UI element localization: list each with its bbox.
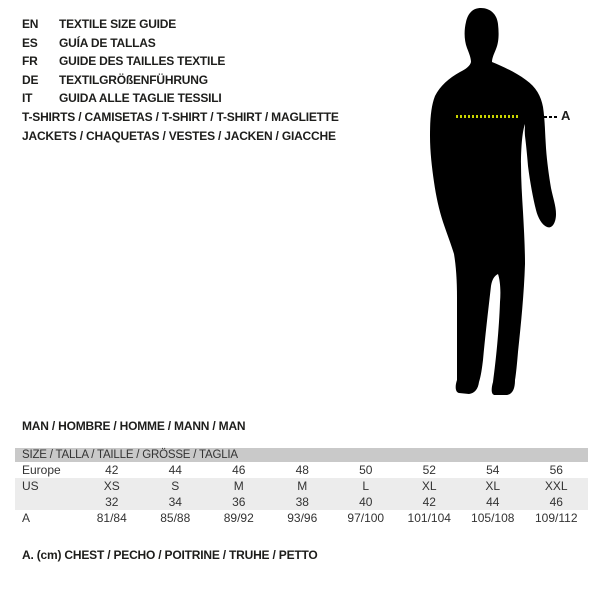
size-cell: 52 [422,463,436,477]
size-cell: XS [103,479,120,493]
language-code: ES [22,35,38,50]
measure-leader-dashes [544,116,559,118]
language-label: GUIDE DES TAILLES TEXTILE [59,54,226,68]
size-cell: M [297,479,308,493]
table-row-chest-a [15,510,588,526]
language-row-fr [22,52,225,71]
size-cell: 105/108 [471,511,515,525]
size-cell: 109/112 [535,511,578,525]
measure-label-a: A [561,108,571,123]
language-row-de [22,71,225,90]
size-cell: 48 [295,463,309,477]
size-cell: XL [485,479,501,493]
language-list [22,15,225,108]
size-cell: 85/88 [160,511,191,525]
row-label: Europe [22,463,61,477]
language-label: TEXTILGRÖßENFÜHRUNG [59,72,208,87]
category-line-jackets: JACKETS / CHAQUETAS / VESTES / JACKEN / GIACCHE [22,128,336,143]
category-list [22,108,339,145]
size-cell: 46 [549,495,563,509]
size-cell: 46 [232,463,246,477]
size-cell: 93/96 [287,511,318,525]
chest-measure-dashed-line [456,115,518,118]
row-label [15,494,80,510]
language-row-es [22,34,225,53]
size-cell: 101/104 [407,511,451,525]
language-label: TEXTILE SIZE GUIDE [59,17,177,31]
size-cell: 42 [422,495,436,509]
row-label: US [22,479,39,493]
man-silhouette-figure [415,8,560,398]
category-line-tshirts: T-SHIRTS / CAMISETAS / T-SHIRT / T-SHIRT / MAGLIETTE [22,110,339,124]
size-cell: 97/100 [347,511,385,525]
size-cell: M [233,479,244,493]
size-cell: XL [421,479,437,493]
language-row-en [22,15,225,34]
size-cell: 34 [168,495,182,509]
size-cell: 50 [359,463,373,477]
size-cell: 38 [295,495,309,509]
size-table [15,448,588,526]
size-cell: 44 [486,495,500,509]
size-table-header: SIZE / TALLA / TAILLE / GRÖSSE / TAGLIA [15,448,588,462]
size-cell: 42 [105,463,119,477]
size-cell: 89/92 [223,511,254,525]
size-cell: 44 [168,463,182,477]
language-code: EN [22,17,39,31]
size-cell: 56 [549,463,563,477]
size-cell: 32 [105,495,119,509]
size-cell: XXL [544,479,568,493]
size-cell: 40 [359,495,373,509]
language-label: GUÍA DE TALLAS [59,35,156,50]
language-code: IT [22,91,33,105]
size-cell: 54 [486,463,500,477]
table-row-europe [15,462,588,478]
section-title-man: MAN / HOMBRE / HOMME / MANN / MAN [22,419,246,433]
row-label: A [22,511,31,525]
size-cell: 36 [232,495,246,509]
table-row-us-numbers [15,494,588,510]
language-code: FR [22,54,38,68]
measure-footnote: A. (cm) CHEST / PECHO / POITRINE / TRUHE / PETTO [22,548,318,562]
table-row-us-letters [15,478,588,494]
language-code: DE [22,72,39,87]
size-cell: S [171,479,180,493]
language-row-it [22,89,225,108]
size-cell: 81/84 [96,511,127,525]
language-label: GUIDA ALLE TAGLIE TESSILI [59,91,222,105]
size-cell: L [362,479,370,493]
